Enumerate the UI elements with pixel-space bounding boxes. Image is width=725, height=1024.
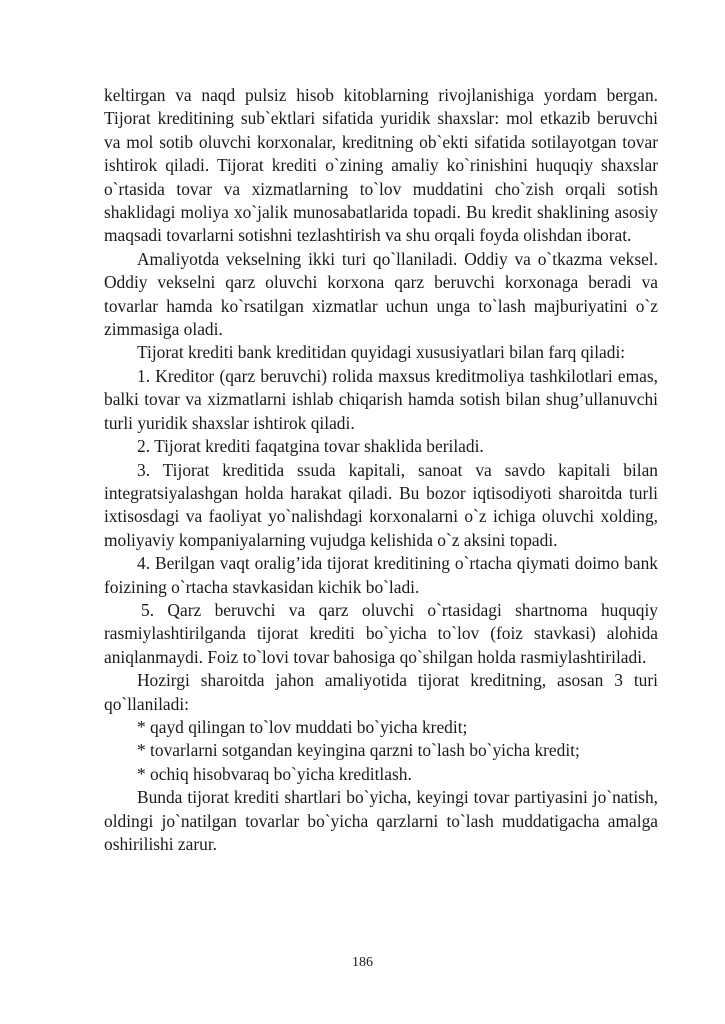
page-number: 186	[352, 955, 373, 970]
list-item-feature-1: 1. Kreditor (qarz beruvchi) rolida maxsus kreditmoliya tashkilotlari emas, balki tovar va xizmatlarni ishlab chiqarish hamda sotish bilan shug’ullanuvchi turli yuridik shaxslar ishtirok qiladi.	[104, 365, 658, 433]
list-item-feature-3: 3. Tijorat kreditida ssuda kapitali, sanoat va savdo kapitali bilan integratsiyalashgan holda harakat qiladi. Bu bozor iqtisodiyoti sharoitda turli ixtisosdagi va faoliyat yo`nalishdagi korxonalarni o`z ichiga oluvchi xolding, moliyaviy kompaniyalarning vujudga kelishida o`z aksini topadi.	[104, 459, 658, 550]
list-item-feature-2: 2. Tijorat krediti faqatgina tovar shaklida beriladi.	[137, 436, 484, 457]
list-item-feature-4: 4. Berilgan vaqt oralig’ida tijorat kreditining o`rtacha qiymati doimo bank foizining o`rtacha stavkasidan kichik bo`ladi.	[104, 553, 658, 597]
bullet-item-fixed-term: * qayd qilingan to`lov muddati bo`yicha kredit;	[137, 716, 468, 737]
paragraph-veksel-types: Amaliyotda vekselning ikki turi qo`llaniladi. Oddiy va o`tkazma veksel. Oddiy vekselni qarz oluvchi korxona qarz beruvchi korxonaga beradi va tovarlar hamda ko`rsatilgan xizmatlar uchun unga to`lash majburiyatini o`z zimmasiga oladi.	[104, 248, 658, 340]
paragraph-features-intro: Tijorat krediti bank kreditidan quyidagi xususiyatlari bilan farq qiladi:	[137, 342, 626, 363]
paragraph-conclusion: Bunda tijorat krediti shartlari bo`yicha, keyingi tovar partiyasini jo`natish, oldingi jo`natilgan tovarlar bo`yicha qarzlarni to`lash muddatigacha amalga oshirilishi zarur.	[104, 787, 658, 854]
page-body	[104, 84, 658, 856]
paragraph-continuation: keltirgan va naqd pulsiz hisob kitoblarning rivojlanishiga yordam bergan. Tijorat kreditining sub`ektlari sifatida yuridik shaxslar: mol etkazib beruvchi va mol sotib oluvchi korxonalar, kreditning ob`ekti sifatida sotilayotgan tovar ishtirok qiladi. Tijorat krediti o`zining amaliy ko`rinishini huquqiy shaxslar o`rtasida tovar va xizmatlarning to`lov muddatini cho`zish orqali sotish shaklidagi moliya xo`jalik munosabatlarida topadi. Bu kredit shaklining asosiy maqsadi tovarlarni sotishni tezlashtirish va shu orqali foyda olishdan iborat.	[104, 85, 658, 246]
bullet-item-open-account: * ochiq hisobvaraq bo`yicha kreditlash.	[137, 763, 412, 784]
paragraph-types-intro: Hozirgi sharoitda jahon amaliyotida tijorat kreditning, asosan 3 turi qo`llaniladi:	[104, 670, 658, 714]
list-item-feature-5: 5. Qarz beruvchi va qarz oluvchi o`rtasidagi shartnoma huquqiy rasmiylashtirilganda tijorat krediti bo`yicha to`lov (foiz stavkasi) alohida aniqlanmaydi. Foiz to`lovi tovar bahosiga qo`shilgan holda rasmiylashtiriladi.	[104, 599, 658, 667]
bullet-item-after-sale: * tovarlarni sotgandan keyingina qarzni to`lash bo`yicha kredit;	[137, 740, 580, 761]
